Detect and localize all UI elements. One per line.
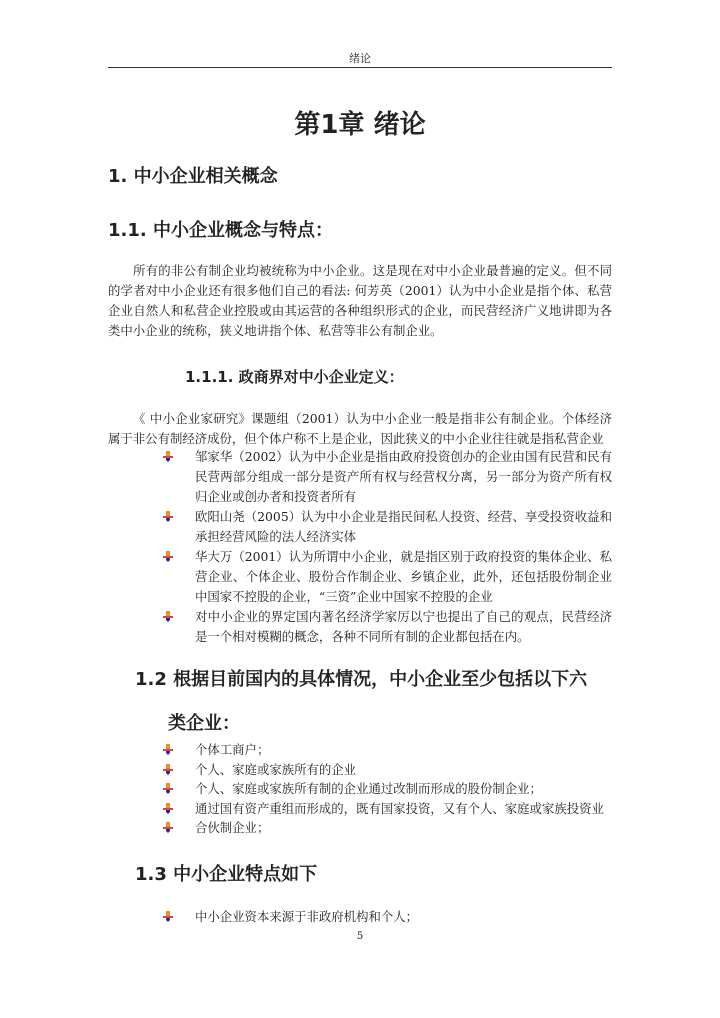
chapter-title: 第1章 绪论 — [294, 110, 426, 140]
bullet-arrow-icon — [163, 803, 173, 814]
bullet-arrow-icon — [163, 764, 173, 775]
list-item: 中小企业资本来源于非政府机构和个人； — [160, 907, 612, 927]
list-item: 华大万（2001）认为所谓中小企业，就是指区别于政府投资的集体企业、私营企业、个体企业、股份合作制企业、乡镇企业，此外，还包括股份制企业中国家不控股的企业，“三资”企业中国家不控股的企业 — [160, 547, 612, 607]
list-item: 合伙制企业； — [160, 818, 612, 838]
list-item: 个人、家庭或家族所有的企业 — [160, 760, 612, 780]
list-item: 欧阳山尧（2005）认为中小企业是指民间私人投资、经营、享受投资收益和承担经营风险的法人经济实体 — [160, 507, 612, 547]
bullet-arrow-icon — [163, 822, 173, 833]
bullet-arrow-icon — [163, 744, 173, 755]
list-item: 个人、家庭或家族所有制的企业通过改制而形成的股份制企业； — [160, 779, 612, 799]
list-item: 通过国有资产重组而形成的，既有国家投资，又有个人、家庭或家族投资业 — [160, 799, 612, 819]
bullet-arrow-icon — [163, 783, 173, 794]
bullet-arrow-icon — [163, 451, 173, 462]
features-list — [160, 907, 612, 927]
list-item: 对中小企业的界定国内著名经济学家厉以宁也提出了自己的观点，民营经济是一个相对模糊的概念，各种不同所有制的企业都包括在内。 — [160, 607, 612, 647]
definitions-list — [160, 447, 612, 647]
bullet-arrow-icon — [163, 551, 173, 562]
section-heading-1: 1. 中小企业相关概念 — [108, 166, 278, 187]
header-rule — [108, 67, 612, 68]
list-item: 个体工商户； — [160, 740, 612, 760]
list-item: 邹家华（2002）认为中小企业是指由政府投资创办的企业由国有民营和民有民营两部分组成一部分是资产所有权与经营权分离，另一部分为资产所有权归企业或创办者和投资者所有 — [160, 447, 612, 507]
paragraph-definition: 所有的非公有制企业均被统称为中小企业。这是现在对中小企业最普遍的定义。但不同的学者对中小企业还有很多他们自己的看法: 何芳英（2001）认为中小企业是指个体、私营企业自然人和私营企业控股或由其运营的各种组织形式的企业，而民营经济广义地讲即为各类中小企业的统称，狭义地讲指个体、私营等非公有制企业。 — [108, 263, 612, 338]
section-heading-1-1-1: 1.1.1. 政商界对中小企业定义： — [185, 368, 404, 386]
running-header: 绪论 — [349, 52, 371, 65]
paragraph-research-group: 《 中小企业家研究》课题组（2001）认为中小企业一般是指非公有制企业。个体经济属于非公有制经济成份，但个体户称不上是企业，因此狭义的中小企业往往就是指私营企业 — [108, 411, 612, 446]
section-heading-1-3: 1.3 中小企业特点如下 — [135, 864, 318, 885]
section-heading-1-2: 1.2 根据目前国内的具体情况，中小企业至少包括以下六 类企业： — [135, 669, 588, 734]
bullet-arrow-icon — [163, 511, 173, 522]
enterprise-types-list — [160, 740, 612, 838]
bullet-arrow-icon — [163, 611, 173, 622]
section-heading-1-1: 1.1. 中小企业概念与特点： — [108, 220, 333, 241]
page-number: 5 — [356, 931, 364, 942]
bullet-arrow-icon — [163, 911, 173, 922]
